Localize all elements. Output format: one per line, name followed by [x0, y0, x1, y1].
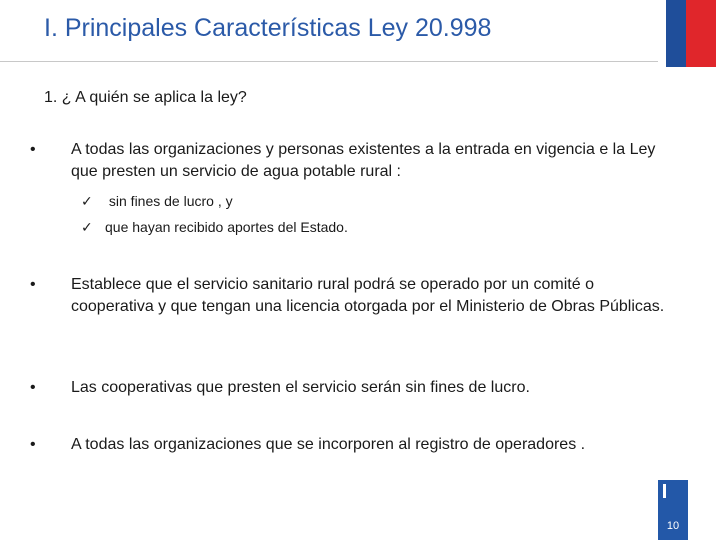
bullet-text: Establece que el servicio sanitario rural podrá se operado por un comité o cooperativa y que tengan una licencia otorgada por el Ministerio de Obras Públicas. — [71, 276, 665, 315]
check-text: sin fines de lucro , y — [105, 193, 233, 209]
checkmark-icon: ✓ — [81, 193, 93, 209]
bullet-text: A todas las organizaciones y personas existentes a la entrada en vigencia e la Ley que presten un servicio de agua potable rural : — [71, 141, 656, 180]
check-item — [81, 218, 348, 236]
flag-blue-stripe — [666, 0, 686, 67]
slide-title: I. Principales Características Ley 20.998 — [44, 14, 492, 42]
flag-white-mark — [663, 484, 666, 498]
title-divider — [0, 61, 658, 62]
section-subheading: 1. ¿ A quién se aplica la ley? — [44, 89, 247, 106]
checkmark-icon: ✓ — [81, 219, 93, 235]
bullet-icon: • — [30, 379, 36, 396]
bullet-icon: • — [30, 276, 36, 293]
check-text: que hayan recibido aportes del Estado. — [105, 219, 348, 235]
bullet-icon: • — [30, 436, 36, 453]
bullet-text: Las cooperativas que presten el servicio serán sin fines de lucro. — [71, 379, 530, 396]
bullet-icon: • — [30, 141, 36, 158]
flag-decoration-top — [666, 0, 716, 67]
page-number: 10 — [666, 520, 680, 532]
bullet-text: A todas las organizaciones que se incorporen al registro de operadores . — [71, 436, 586, 453]
flag-red-stripe — [686, 0, 716, 67]
check-item — [81, 192, 233, 210]
